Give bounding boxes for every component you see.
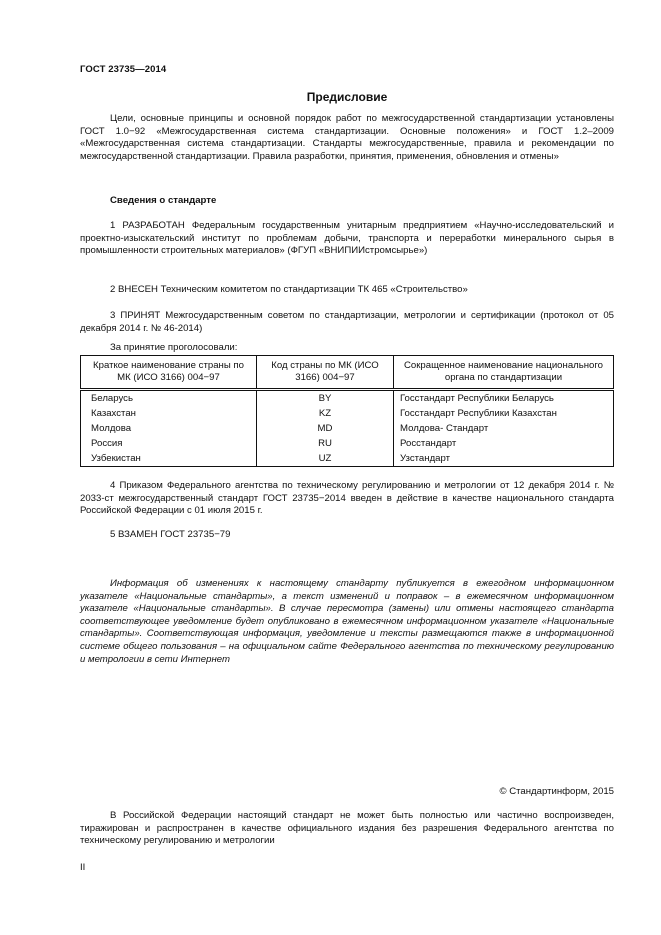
code-cell: MD	[257, 421, 394, 436]
table-header-code: Код страны по МК (ИСО 3166) 004−97	[257, 356, 394, 390]
body-cell: Госстандарт Республики Казахстан	[394, 406, 614, 421]
table-header-row	[81, 356, 614, 390]
table-row	[81, 421, 614, 436]
table-row	[81, 436, 614, 451]
voted-label: За принятие проголосовали:	[110, 342, 238, 353]
code-cell: BY	[257, 390, 394, 407]
country-cell: Россия	[81, 436, 257, 451]
section-heading: Сведения о стандарте	[110, 195, 217, 206]
country-cell: Казахстан	[81, 406, 257, 421]
body-cell: Госстандарт Республики Беларусь	[394, 390, 614, 407]
voting-table	[80, 355, 614, 467]
table-row	[81, 406, 614, 421]
table-header-country: Краткое наименование страны по МК (ИСО 3166) 004−97	[81, 356, 257, 390]
intro-paragraph: Цели, основные принципы и основной порядок работ по межгосударственной стандартизации установлены ГОСТ 1.0−92 «Межгосударственная система стандартизации. Основные положения» и ГОСТ 1.2–2009 «Межгосударственная система стандартизации. Стандарты межгосударственные, правила и рекомендации по межгосударственной стандартизации. Правила разработки, принятия, применения, обновления и отмены»	[80, 113, 614, 162]
item-1-developed: 1 РАЗРАБОТАН Федеральным государственным унитарным предприятием «Научно-исследовательский и проектно-изыскательский институт по проблемам добычи, транспорта и переработки минерального сырья в промышленности строительных материалов» (ФГУП «ВНИПИИстромсырье»)	[80, 220, 614, 257]
code-cell: RU	[257, 436, 394, 451]
item-2-submitted: 2 ВНЕСЕН Техническим комитетом по стандартизации ТК 465 «Строительство»	[110, 284, 468, 295]
body-cell: Росстандарт	[394, 436, 614, 451]
country-cell: Узбекистан	[81, 451, 257, 467]
country-cell: Беларусь	[81, 390, 257, 407]
code-cell: KZ	[257, 406, 394, 421]
body-cell: Узстандарт	[394, 451, 614, 467]
table-header-body: Сокращенное наименование национального органа по стандартизации	[394, 356, 614, 390]
table-row	[81, 390, 614, 407]
item-3-adopted: 3 ПРИНЯТ Межгосударственным советом по стандартизации, метрологии и сертификации (протокол от 05 декабря 2014 г. № 46-2014)	[80, 310, 614, 334]
copyright-line: © Стандартинформ, 2015	[499, 786, 614, 797]
table-row	[81, 451, 614, 467]
code-cell: UZ	[257, 451, 394, 467]
changes-notice: Информация об изменениях к настоящему стандарту публикуется в ежегодном информационном указателе «Национальные стандарты», а текст изменений и поправок – в ежемесячном информационном указателе «Национальные стандарты». В случае пересмотра (замены) или отмены настоящего стандарта соответствующее уведомление будет опубликовано в ежемесячном информационном указателе «Национальные стандарты». Соответствующая информация, уведомление и тексты размещаются также в информационной системе общего пользования – на официальном сайте Федерального агентства по техническому регулированию и метрологии в сети Интернет	[80, 578, 614, 665]
item-4-enacted: 4 Приказом Федерального агентства по техническому регулированию и метрологии от 12 декабря 2014 г. № 2033-ст межгосударственный стандарт ГОСТ 23735−2014 введен в действие в качестве национального стандарта Российской Федерации с 01 июля 2015 г.	[80, 480, 614, 517]
document-code-header: ГОСТ 23735—2014	[80, 64, 167, 75]
item-5-replaces: 5 ВЗАМЕН ГОСТ 23735−79	[110, 529, 231, 540]
country-cell: Молдова	[81, 421, 257, 436]
body-cell: Молдова- Стандарт	[394, 421, 614, 436]
reproduction-restriction: В Российской Федерации настоящий стандарт не может быть полностью или частично воспроизведен, тиражирован и распространен в качестве официального издания без разрешения Федерального агентства по техническому регулированию и метрологии	[80, 810, 614, 847]
page-number: II	[80, 862, 86, 873]
page-title: Предисловие	[306, 90, 388, 104]
